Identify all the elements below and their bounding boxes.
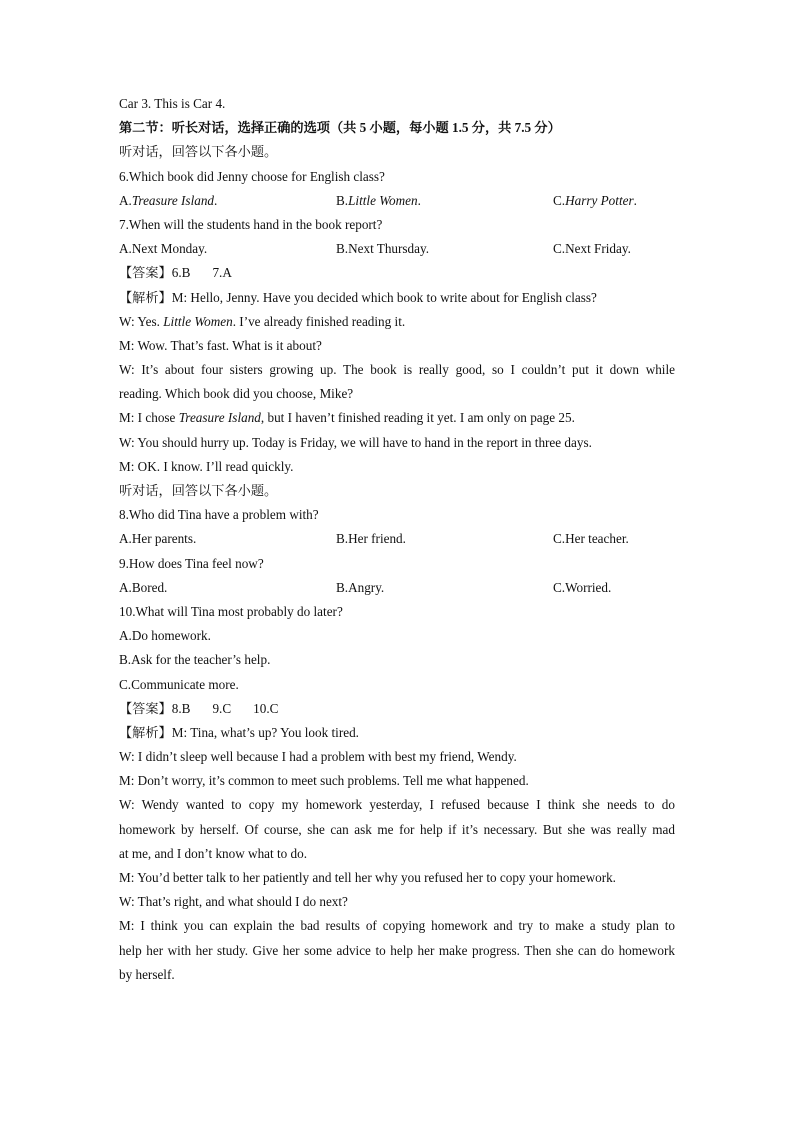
dialogue-line: M: Don’t worry, it’s common to meet such problems. Tell me what happened. xyxy=(119,773,529,789)
analysis-label: 【解析】 xyxy=(119,289,172,305)
question-8: 8.Who did Tina have a problem with? xyxy=(119,507,319,523)
question-9: 9.How does Tina feel now? xyxy=(119,555,264,571)
answer-1 xyxy=(119,261,675,285)
dialogue-line: at me, and I don’t know what to do. xyxy=(119,845,308,861)
option-7b: B.Next Thursday. xyxy=(336,241,430,257)
option-10b: B.Ask for the teacher’s help. xyxy=(119,652,271,668)
dialogue-line: M: OK. I know. I’ll read quickly. xyxy=(119,458,294,474)
analysis-1-first: 【解析】M: Hello, Jenny. Have you decided which book to write about for English class? xyxy=(119,289,597,305)
top-line: Car 3. This is Car 4. xyxy=(119,96,226,111)
analysis-label: 【解析】 xyxy=(119,724,172,740)
dialogue-line: W: You should hurry up. Today is Friday, we will have to hand in the report in three days. xyxy=(119,434,592,450)
answer-item: 7.A xyxy=(212,265,232,281)
answer-2 xyxy=(119,697,675,721)
analysis-2-first: 【解析】M: Tina, what’s up? You look tired. xyxy=(119,724,359,740)
question-6: 6.Which book did Jenny choose for English class? xyxy=(119,168,385,184)
instruction-2: 听对话，回答以下各小题。 xyxy=(119,483,278,498)
dialogue-line: reading. Which book did you choose, Mike? xyxy=(119,386,354,402)
option-9a: A.Bored. xyxy=(119,579,168,595)
answer-item: 10.C xyxy=(253,700,279,716)
question-9-options xyxy=(119,576,675,600)
dialogue-line: M: I chose Treasure Island, but I haven’t finished reading it yet. I am only on page 25. xyxy=(119,410,575,426)
dialogue-line: help her with her study. Give her some advice to help her make progress. Then she can do homework xyxy=(119,942,675,958)
section-heading: 第二节：听长对话，选择正确的选项（共 5 小题，每小题 1.5 分，共 7.5 分） xyxy=(119,120,561,136)
dialogue-line: M: I think you can explain the bad results of copying homework and try to make a study plan to xyxy=(119,918,675,934)
dialogue-line: W: Wendy wanted to copy my homework yesterday, I refused because I think she needs to do xyxy=(119,797,675,813)
option-8a: A.Her parents. xyxy=(119,531,197,547)
question-6-options xyxy=(119,189,675,213)
question-7: 7.When will the students hand in the book report? xyxy=(119,216,383,232)
instruction-1: 听对话，回答以下各小题。 xyxy=(119,144,278,160)
option-10c: C.Communicate more. xyxy=(119,676,239,692)
dialogue-line: W: It’s about four sisters growing up. The book is really good, so I couldn’t put it down while xyxy=(119,362,675,378)
dialogue-line: homework by herself. Of course, she can ask me for help if it’s necessary. But she was really mad xyxy=(119,821,675,837)
answer-label: 【答案】 xyxy=(119,265,172,281)
answer-item: 8.B xyxy=(171,700,191,716)
option-6a: A.Treasure Island. xyxy=(119,192,218,208)
option-8b: B.Her friend. xyxy=(336,531,406,547)
dialogue-line: W: Yes. Little Women. I’ve already finished reading it. xyxy=(119,313,406,329)
option-7a: A.Next Monday. xyxy=(119,241,208,257)
dialogue-line: M: Wow. That’s fast. What is it about? xyxy=(119,337,322,353)
question-8-options xyxy=(119,527,675,551)
dialogue-line: W: That’s right, and what should I do next? xyxy=(119,894,348,910)
dialogue-line: W: I didn’t sleep well because I had a problem with best my friend, Wendy. xyxy=(119,749,517,765)
answer-item: 9.C xyxy=(212,700,232,716)
option-10a: A.Do homework. xyxy=(119,628,211,644)
option-6b: B.Little Women. xyxy=(336,192,421,208)
question-10: 10.What will Tina most probably do later? xyxy=(119,603,343,619)
answer-label: 【答案】 xyxy=(119,700,172,716)
option-9c: C.Worried. xyxy=(553,579,612,595)
answer-item: 6.B xyxy=(171,265,191,281)
dialogue-line: M: You’d better talk to her patiently and tell her why you refused her to copy your homework. xyxy=(119,870,616,885)
dialogue-line: by herself. xyxy=(119,966,175,982)
option-7c: C.Next Friday. xyxy=(553,241,631,257)
option-6c: C.Harry Potter. xyxy=(553,192,637,208)
option-8c: C.Her teacher. xyxy=(553,531,629,547)
question-7-options xyxy=(119,237,675,261)
option-9b: B.Angry. xyxy=(336,579,385,595)
document-page xyxy=(119,92,675,987)
